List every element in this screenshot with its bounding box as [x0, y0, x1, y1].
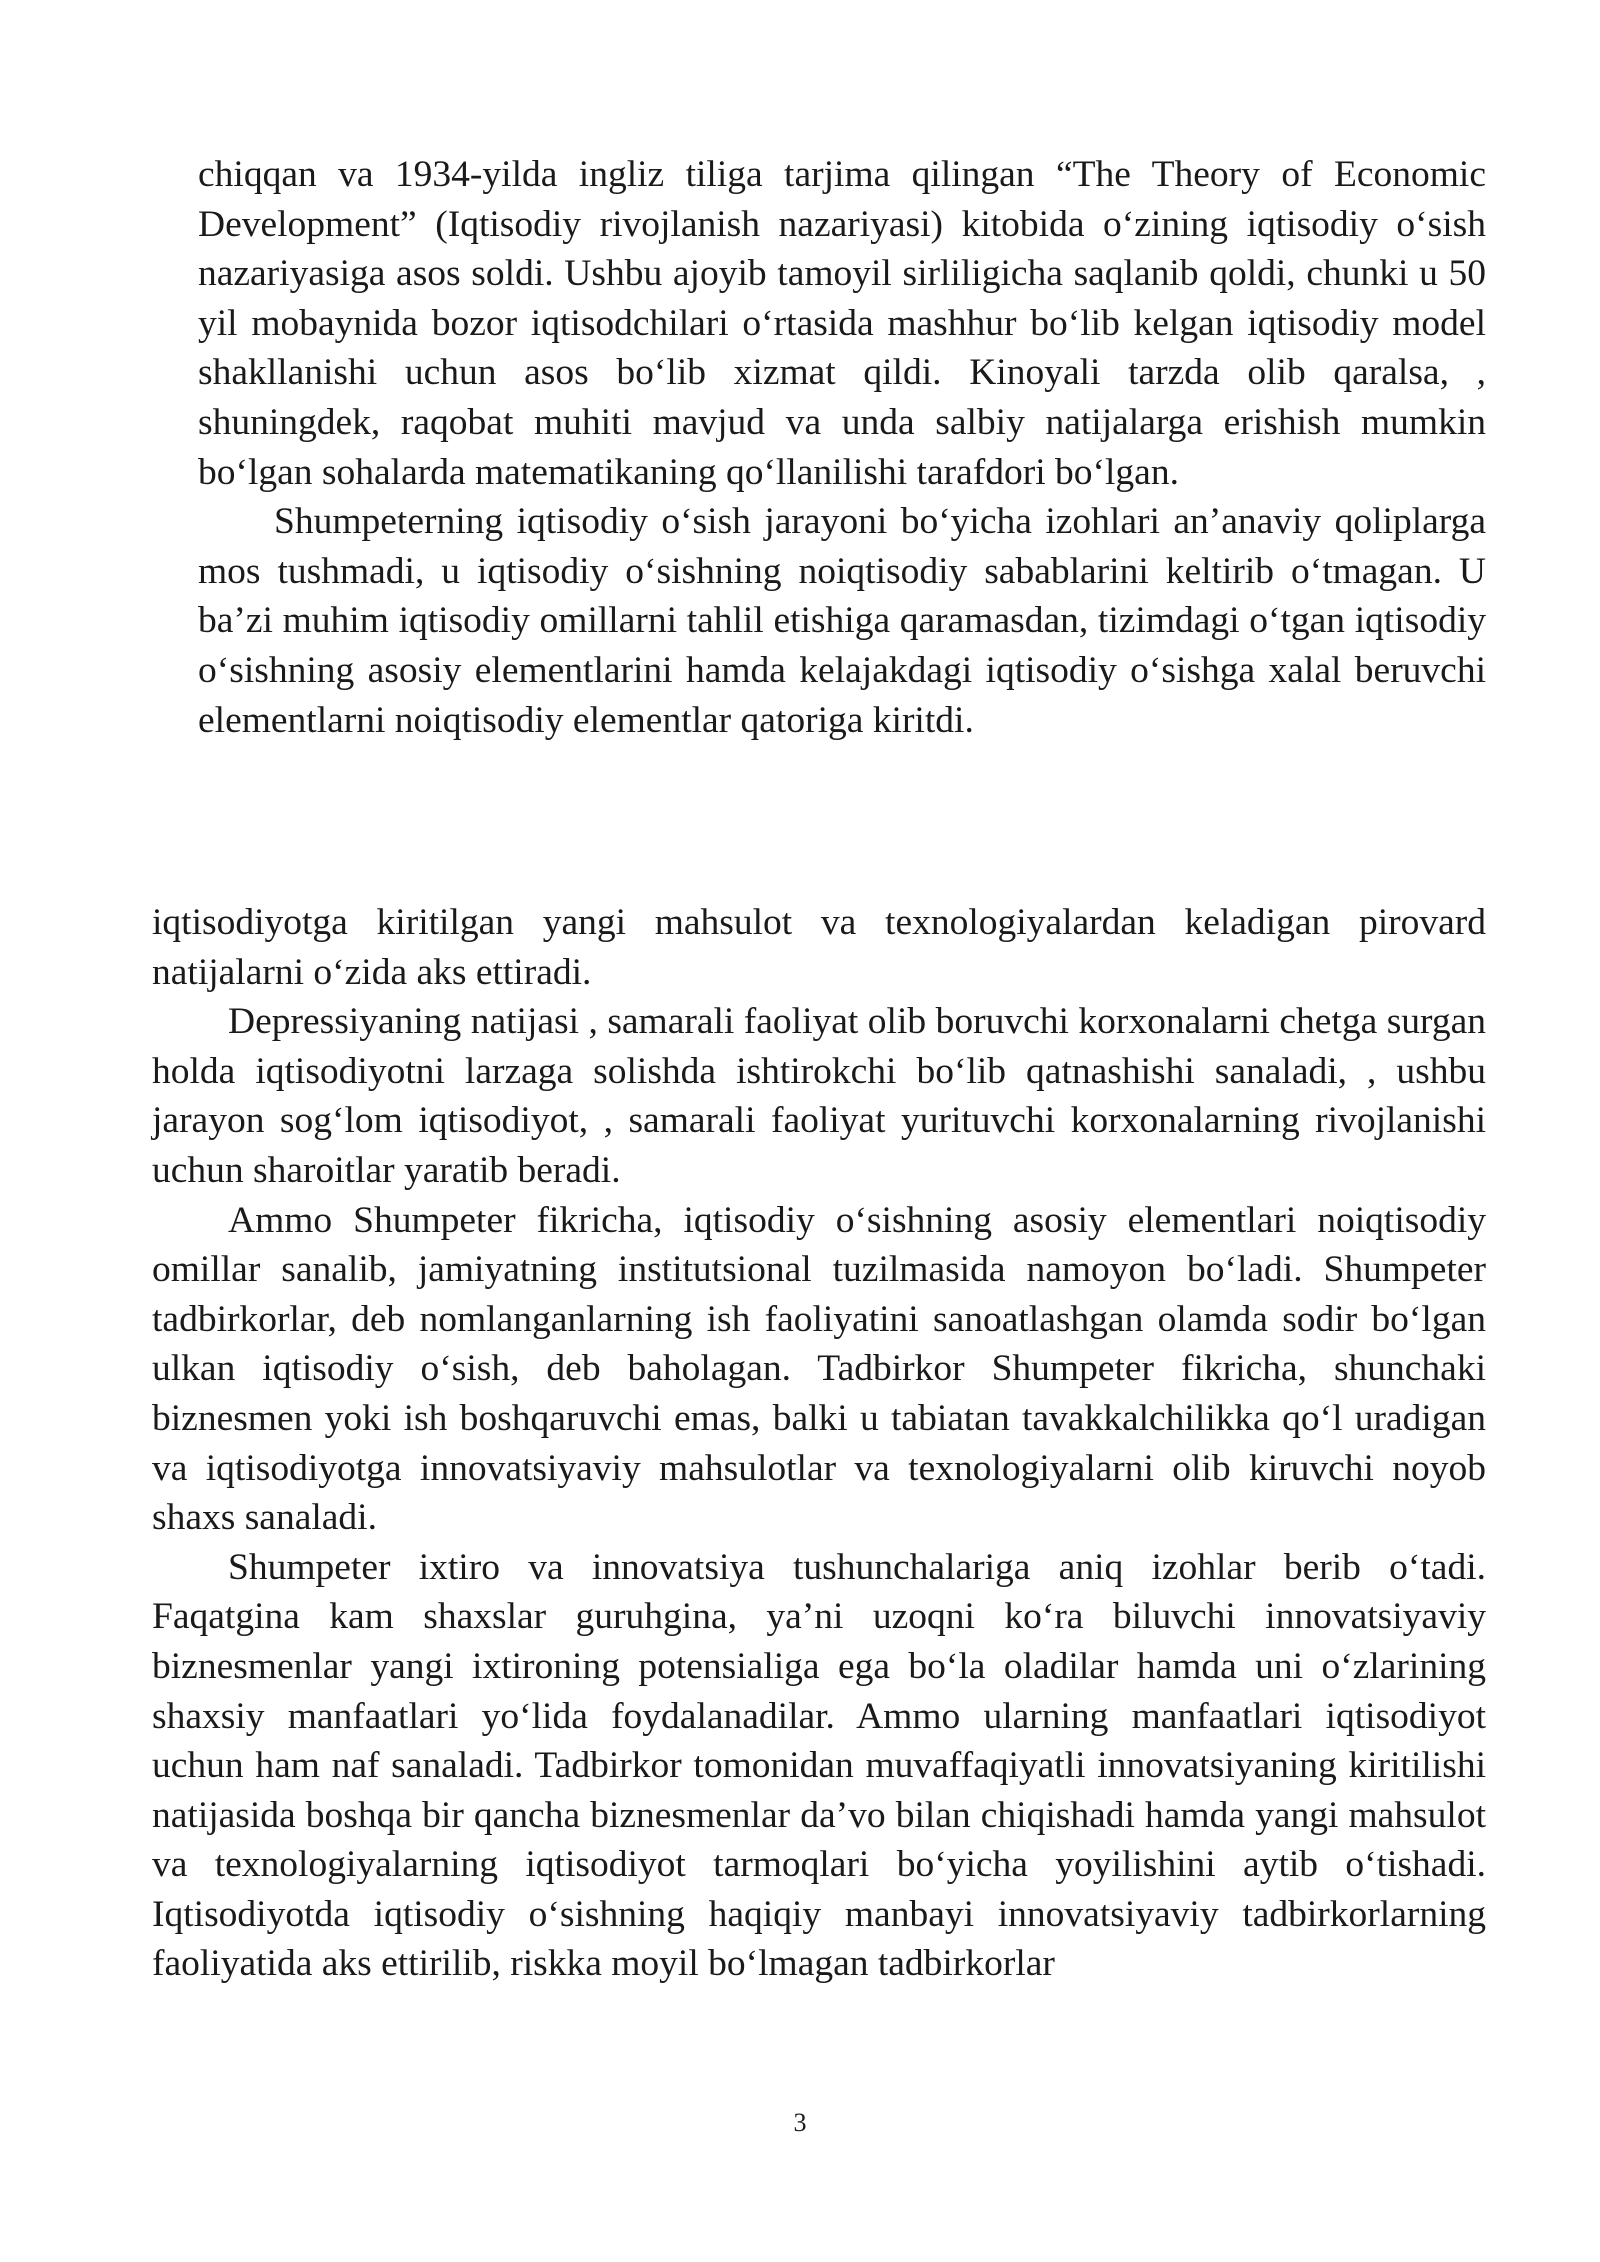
paragraph: Ammo Shumpeter fikricha, iqtisodiy o‘sishning asosiy elementlari noiqtisodiy omillar sanalib, jamiyatning institutsional tuzilmasida namoyon bo‘ladi. Shumpeter tadbirkorlar, deb nomlanganlarning ish faoliyatini sanoatlashgan olamda sodir bo‘lgan ulkan iqtisodiy o‘sish, deb baholagan. Tadbirkor Shumpeter fikricha, shunchaki biznesmen yoki ish boshqaruvchi emas, balki u tabiatan tavakkalchilikka qo‘l uradigan va iqtisodiyotga innovatsiyaviy mahsulotlar va texnologiyalarni olib kiruvchi noyob shaxs sanaladi.: [152, 1199, 1486, 1539]
paragraph: Shumpeter ixtiro va innovatsiya tushunchalariga aniq izohlar berib o‘tadi. Faqatgina kam shaxslar guruhgina, ya’ni uzoqni ko‘ra biluvchi innovatsiyaviy biznesmenlar yangi ixtironing potensialiga ega bo‘la oladilar hamda uni o‘zlarining shaxsiy manfaatlari yo‘lida foydalanadilar. Ammo ularning manfaatlari iqtisodiyot uchun ham naf sanaladi. Tadbirkor tomonidan muvaffaqiyatli innovatsiyaning kiritilishi natijasida boshqa bir qancha biznesmenlar da’vo bilan chiqishadi hamda yangi mahsulot va texnologiyalarning iqtisodiyot tarmoqlari bo‘yicha yoyilishini aytib o‘tishadi. Iqtisodiyotda iqtisodiy o‘sishning haqiqiy manbayi innovatsiyaviy tadbirkorlarning faoliyatida aks ettirilib, riskka moyil bo‘lmagan tadbirkorlar: [152, 1546, 1486, 1985]
paragraph: chiqqan va 1934-yilda ingliz tiliga tarjima qilingan “The Theory of Economic Development” (Iqtisodiy rivojlanish nazariyasi) kitobida o‘zining iqtisodiy o‘sish nazariyasiga asos soldi. Ushbu ajoyib tamoyil sirliligicha saqlanib qoldi, chunki u 50 yil mobaynida bozor iqtisodchilari o‘rtasida mashhur bo‘lib kelgan iqtisodiy model shakllanishi uchun asos bo‘lib xizmat qildi. Kinoyali tarzda olib qaralsa, , shuningdek, raqobat muhiti mavjud va unda salbiy natijalarga erishish mumkin bo‘lgan sohalarda matematikaning qo‘llanilishi tarafdori bo‘lgan.: [198, 154, 1486, 493]
indented-text-block: [198, 150, 1486, 745]
paragraph: Shumpeterning iqtisodiy o‘sish jarayoni bo‘yicha izohlari an’anaviy qoliplarga mos tushmadi, u iqtisodiy o‘sishning noiqtisodiy sabablarini keltirib o‘tmagan. U ba’zi muhim iqtisodiy omillarni tahlil etishiga qaramasdan, tizimdagi o‘tgan iqtisodiy o‘sishning asosiy elementlarini hamda kelajakdagi iqtisodiy o‘sishga xalal beruvchi elementlarni noiqtisodiy elementlar qatoriga kiritdi.: [198, 501, 1486, 741]
page-number: 3: [793, 2108, 807, 2137]
main-text-block: [152, 898, 1486, 1989]
paragraph: iqtisodiyotga kiritilgan yangi mahsulot va texnologiyalardan keladigan pirovard natijalarni o‘zida aks ettiradi.: [152, 902, 1486, 993]
paragraph: Depressiyaning natijasi , samarali faoliyat olib boruvchi korxonalarni chetga surgan holda iqtisodiyotni larzaga solishda ishtirokchi bo‘lib qatnashishi sanaladi, , ushbu jarayon sog‘lom iqtisodiyot, , samarali faoliyat yurituvchi korxonalarning rivojlanishi uchun sharoitlar yaratib beradi.: [152, 1001, 1486, 1191]
